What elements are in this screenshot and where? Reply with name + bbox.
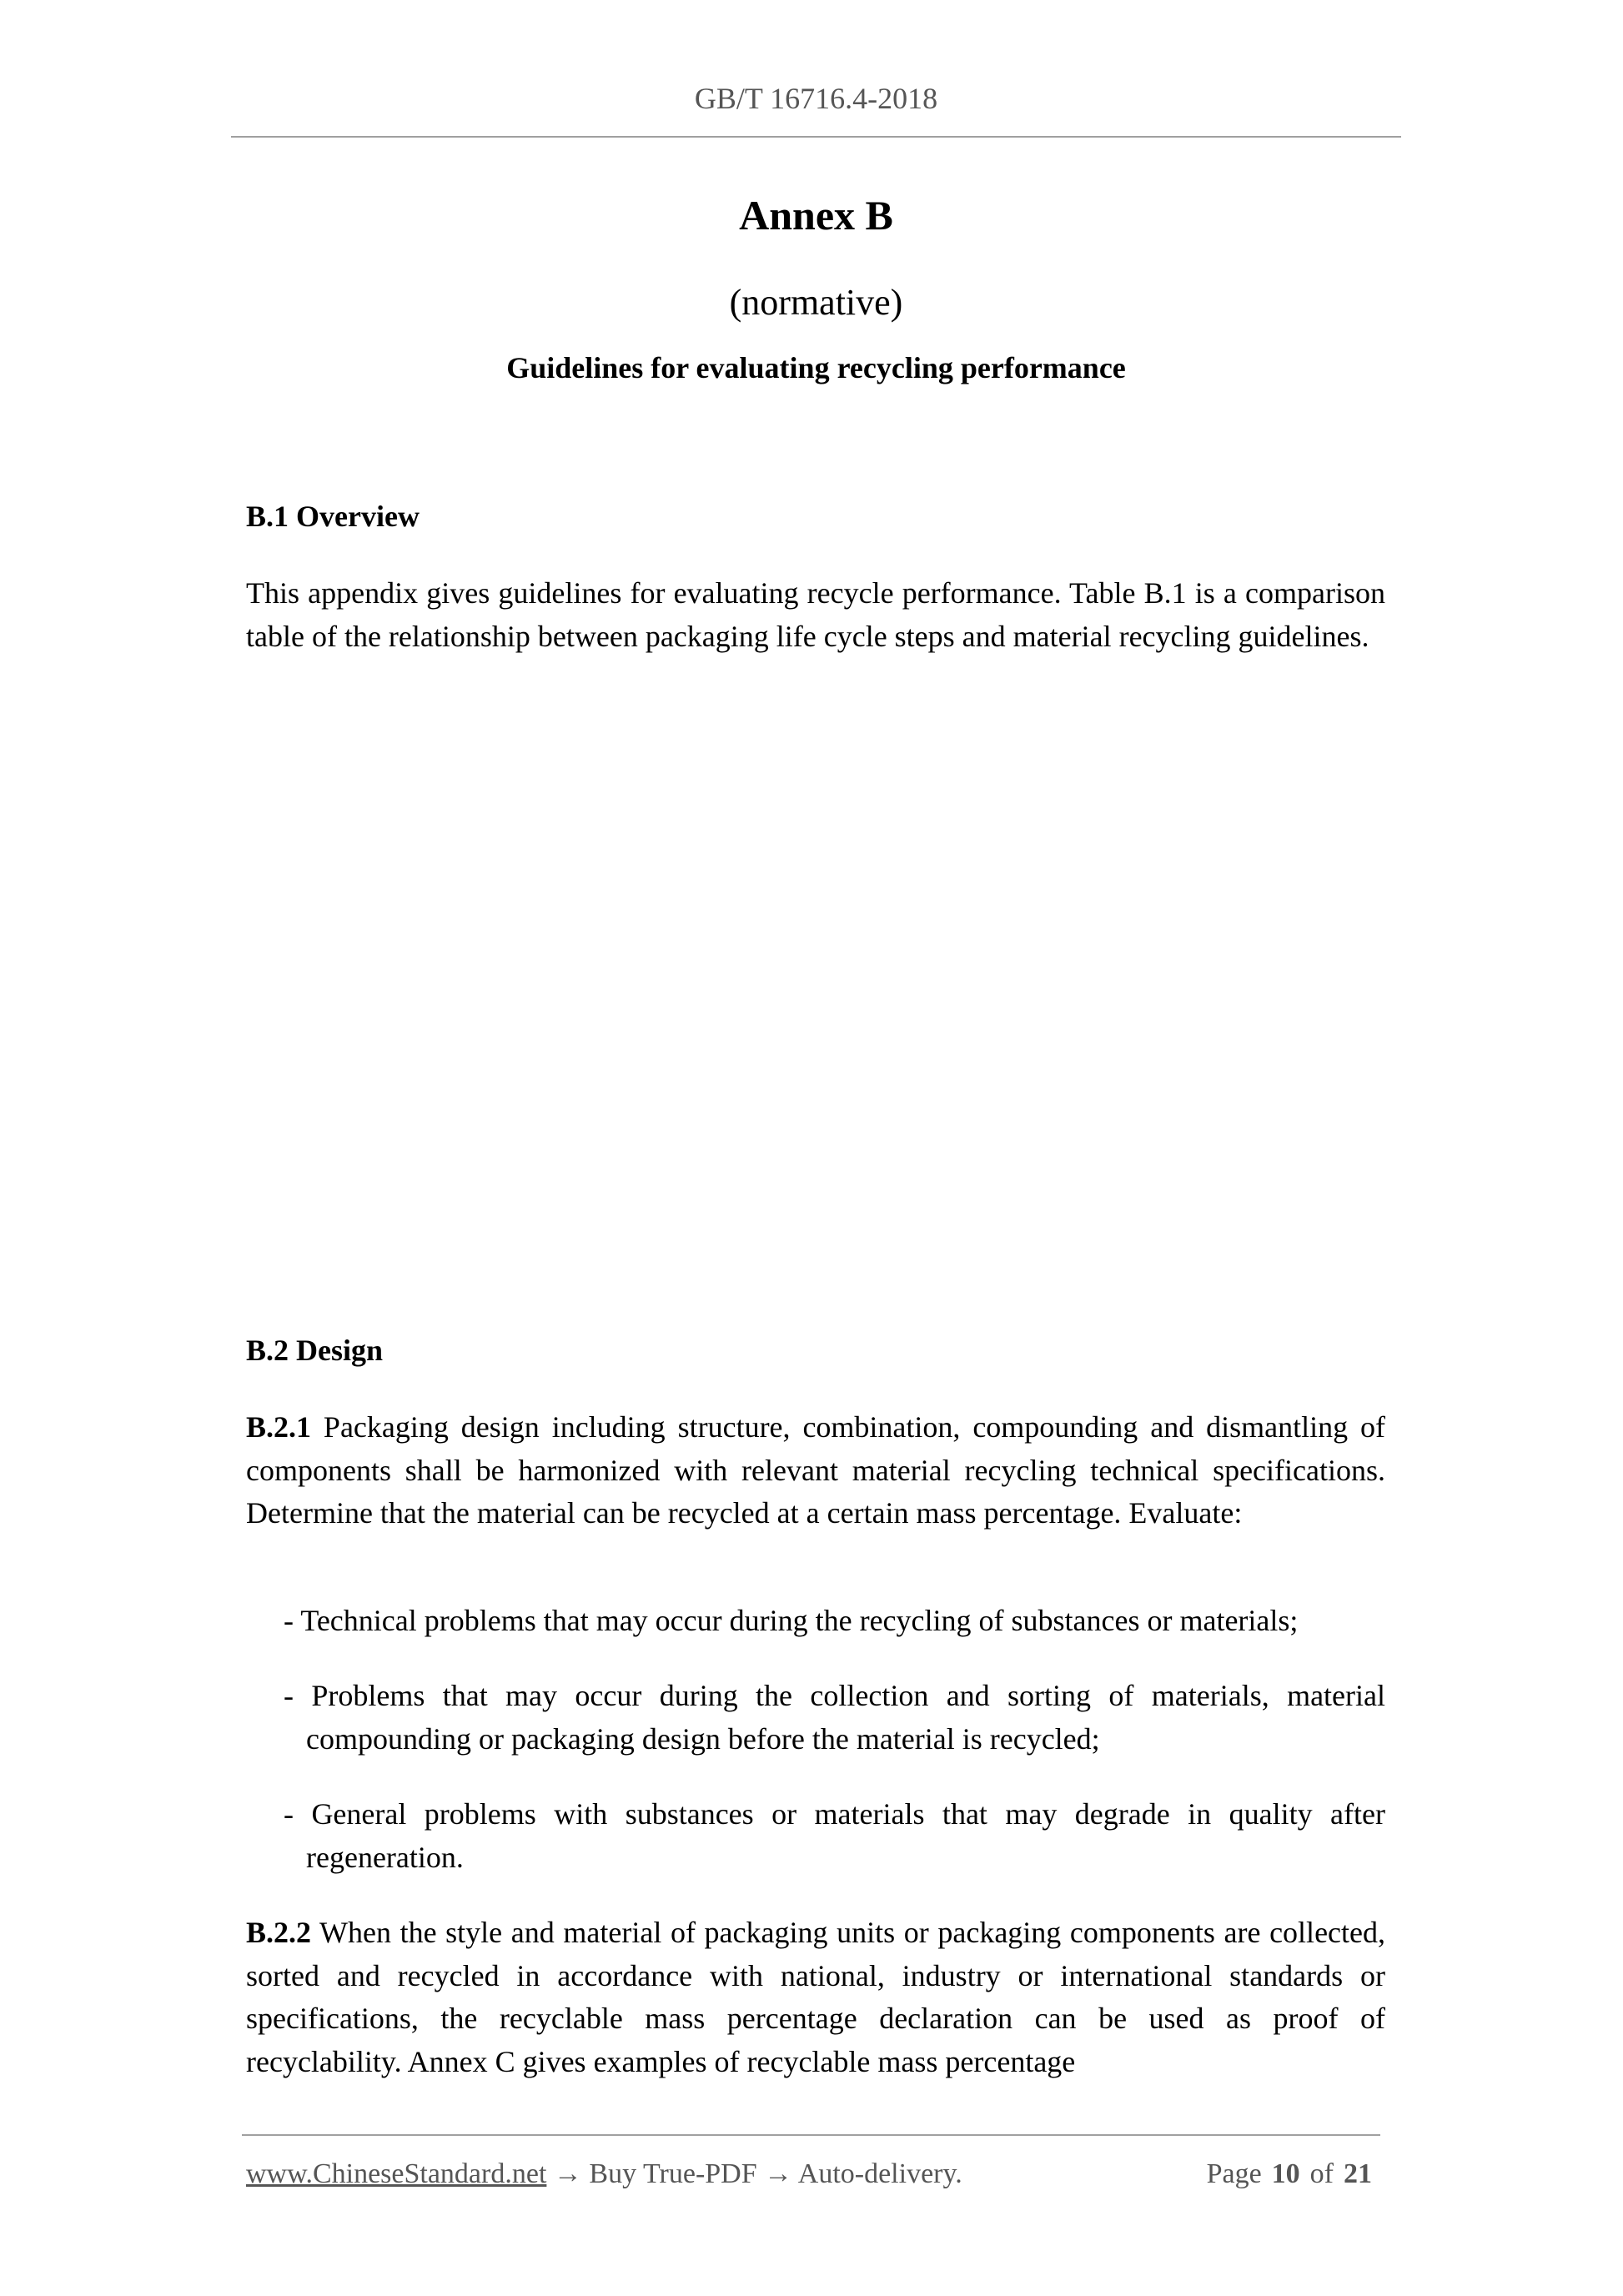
footer-step-buy: Buy True-PDF (589, 2158, 757, 2189)
clause-text-b2-2: When the style and material of packaging units or packaging components are collected, sorted and recycled in accordance with national, industry or international standards or specifications, the recyclable mass percentage declaration can be used as proof of recyclability. Annex C gives examples of recyclable mass percentage (246, 1916, 1385, 2078)
paragraph-b2-1 (246, 1406, 1385, 1535)
arrow-right-icon: → (553, 2158, 582, 2189)
clause-number-b2-1: B.2.1 (246, 1410, 312, 1444)
annex-title: Annex B (739, 192, 893, 239)
document-id: GB/T 16716.4-2018 (694, 82, 938, 115)
header-divider (231, 136, 1401, 138)
section-heading-b2: B.2 Design (246, 1334, 384, 1367)
footer-step-delivery: Auto-delivery. (797, 2158, 962, 2189)
of-label: of (1309, 2158, 1334, 2189)
paragraph-b2-2 (246, 1912, 1385, 2083)
total-pages: 21 (1344, 2158, 1372, 2189)
page-number (1207, 2156, 1372, 2193)
page-label: Page (1206, 2158, 1262, 2189)
annex-type: (normative) (729, 282, 903, 323)
current-page: 10 (1271, 2158, 1300, 2189)
paragraph-b1-overview: This appendix gives guidelines for evaluating recycle performance. Table B.1 is a comparison table of the relationship between packaging life cycle steps and material recycling guidelines. (246, 576, 1385, 653)
website-link[interactable]: www.ChineseStandard.net (246, 2158, 547, 2189)
clause-text-b2-1: Packaging design including structure, combination, compounding and dismantling of components shall be harmonized with relevant material recycling technical specifications. Determine that the material can be recycled at a certain mass percentage. Evaluate: (246, 1410, 1385, 1530)
clause-number-b2-2: B.2.2 (246, 1916, 312, 1949)
arrow-right-icon: → (764, 2158, 793, 2189)
list-item: - Technical problems that may occur during the recycling of substances or materials; (284, 1604, 1299, 1637)
footer-divider (242, 2134, 1380, 2136)
section-heading-b1: B.1 Overview (246, 500, 420, 533)
list-item: - General problems with substances or materials that may degrade in quality after regeneration. (284, 1797, 1385, 1874)
page-footer (246, 2156, 1380, 2193)
page-header (231, 80, 1401, 117)
annex-subtitle: Guidelines for evaluating recycling performance (506, 351, 1126, 384)
list-item: - Problems that may occur during the collection and sorting of materials, material compounding or packaging design before the material is recycled; (284, 1679, 1385, 1756)
